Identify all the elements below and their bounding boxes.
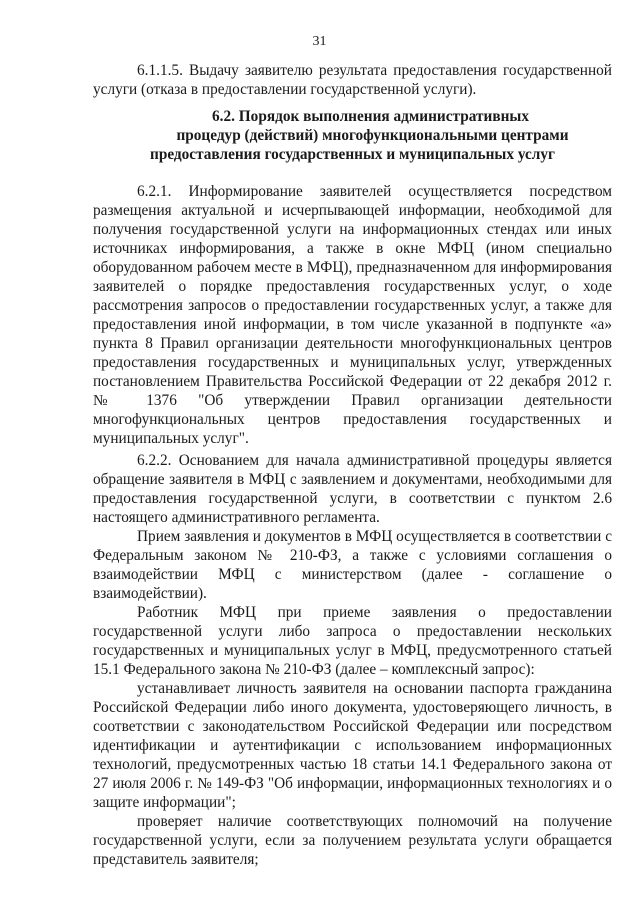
section-heading-line-1: 6.2. Порядок выполнения административных — [212, 108, 529, 125]
section-heading-line-2: процедур (действий) многофункциональными центрами — [176, 127, 569, 144]
paragraph-ustanavlivaet: устанавливает личность заявителя на основании паспорта гражданина Российской Федерации либо иного документа, удостоверяющего личность, в соответствии с законодательством Российской Федерации или посредством идентификации и аутентификации с использованием информационных технологий, предусмотренных частью 18 статьи 14.1 Федерального закона от 27 июля 2006 г. № 149-ФЗ "Об информации, информационных технологиях и о защите информации"; — [93, 680, 612, 811]
paragraph-6-1-1-5: 6.1.1.5. Выдачу заявителю результата предоставления государственной услуги (отказа в предоставлении государственной услуги). — [93, 62, 612, 98]
paragraph-6-2-2: 6.2.2. Основанием для начала административной процедуры является обращение заявителя в МФЦ с заявлением и документами, необходимыми для предоставления государственной услуги, в соответствии с пунктом 2.6 настоящего административного регламента. — [93, 452, 612, 526]
paragraph-rabotnik: Работник МФЦ при приеме заявления о предоставлении государственной услуги либо запроса о предоставлении нескольких государственных и муниципальных услуг в МФЦ, предусмотренного статьей 15.1 Федерального закона № 210-ФЗ (далее – комплексный запрос): — [93, 604, 612, 678]
paragraph-ustanavlivaet-block — [93, 679, 612, 812]
paragraph-6-2-2-block — [93, 451, 612, 527]
paragraph-6-2-1: 6.2.1. Информирование заявителей осуществляется посредством размещения актуальной и исчерпывающей информации, необходимой для получения государственной услуги на информационных стендах или иных источниках информирования, а также в окне МФЦ (ином специально оборудованном рабочем месте в МФЦ), предназначенном для информирования заявителей о порядке предоставления государственных услуг, о ходе рассмотрения запросов о предоставлении государственных услуг, а также для предоставления иной информации, в том числе указанной в подпункте «а» пункта 8 Правил организации деятельности многофункциональных центров предоставления государственных и муниципальных услуг, утвержденных постановлением Правительства Российской Федерации от 22 декабря 2012 г. № 1376 "Об утверждении Правил организации деятельности многофункциональных центров предоставления государственных и муниципальных услуг". — [93, 183, 612, 447]
paragraph-priem: Прием заявления и документов в МФЦ осуществляется в соответствии с Федеральным законом № 210-ФЗ, а также с условиями соглашения о взаимодействии МФЦ с министерством (далее - соглашение о взаимодействии). — [93, 528, 612, 602]
paragraph-rabotnik-block — [93, 603, 612, 679]
paragraph-priem-block — [93, 527, 612, 603]
paragraph-proveryaet-block — [93, 812, 612, 869]
section-heading-line-3: предоставления государственных и муниципальных услуг — [150, 146, 555, 163]
paragraph-proveryaet: проверяет наличие соответствующих полномочий на получение государственной услуги, если за получением результата услуги обращается представитель заявителя; — [93, 813, 612, 868]
page-number: 31 — [312, 34, 327, 49]
paragraph-6-1-1-5-block — [93, 61, 612, 99]
paragraph-6-2-1-block — [93, 182, 612, 448]
section-heading — [93, 107, 612, 164]
